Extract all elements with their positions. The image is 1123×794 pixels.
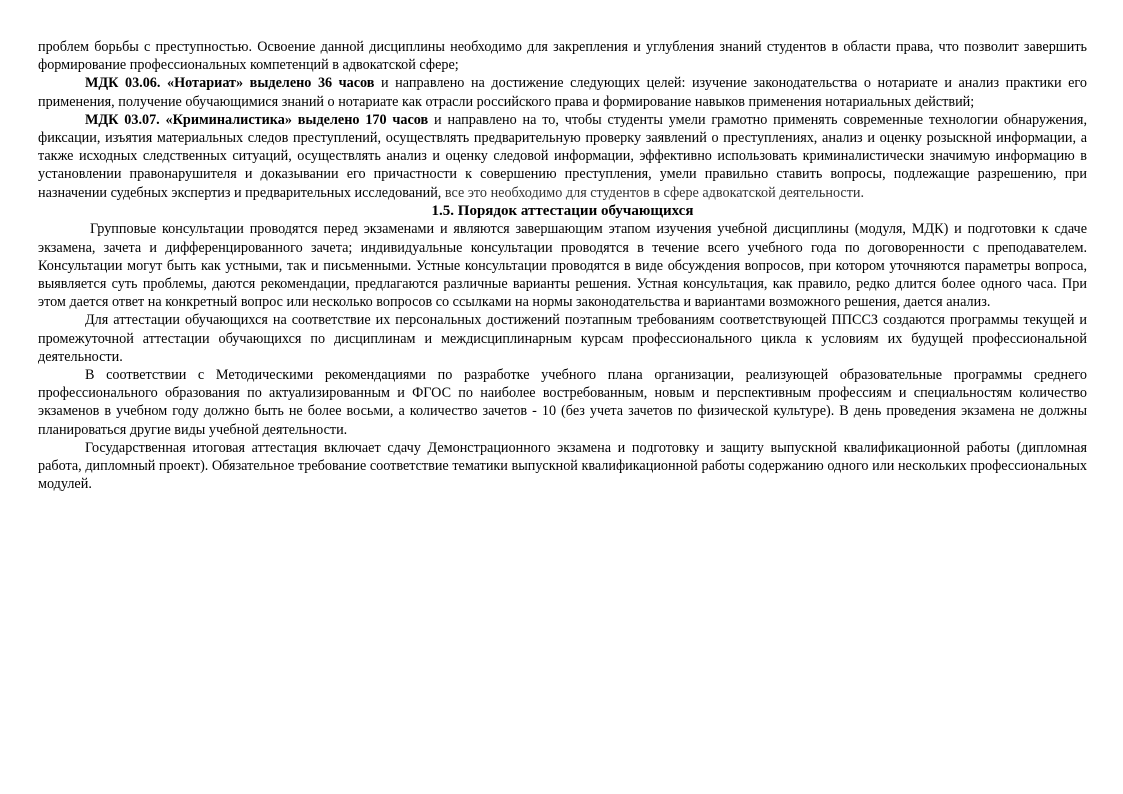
paragraph-notariat [38, 74, 1087, 110]
paragraph-consultations: Групповые консультации проводятся перед экзаменами и являются завершающим этапом изучения учебной дисциплины (модуля, МДК) и подготовки к сдаче экзамена, зачета и дифференцированного зачета; индивидуальные консультации проводятся в течение всего учебного года по договоренности с преподавателем. Консультации могут быть как устными, так и письменными. Устные консультации проводятся в виде обсуждения вопросов, при котором уточняются параметры вопроса, выявляется суть проблемы, даются рекомендации, предлагаются различные варианты решения. Устная консультация, как правило, редко длится более одного часа. При этом дается ответ на конкретный вопрос или несколько вопросов со ссылками на нормы законодательства и вариантами возможного решения, дается анализ. [38, 221, 1087, 311]
section-heading: 1.5. Порядок аттестации обучающихся [431, 202, 694, 219]
mdk-notariat-text: и направлено на достижение следующих целей: изучение законодательства о нотариате и анализ практики его применения, получение обучающимися знаний о нотариате как отрасли российского права и формирование навыков применения нотариальных действий; [38, 75, 1087, 110]
mdk-kriminalistika-title: МДК 03.07. «Криминалистика» выделено 170 часов [85, 111, 429, 128]
paragraph-kriminalistika [38, 111, 1087, 202]
document-page [38, 38, 1087, 493]
mdk-kriminalistika-tail: все это необходимо для студентов в сфере адвокатской деятельности. [441, 184, 865, 201]
paragraph-attestation-programs: Для аттестации обучающихся на соответствие их персональных достижений поэтапным требованиям соответствующей ППССЗ создаются программы текущей и промежуточной аттестации обучающихся по дисциплинам и междисциплинарным курсам профессионального цикла к условиям их будущей профессиональной деятельности. [38, 312, 1087, 365]
paragraph-intro: проблем борьбы с преступностью. Освоение данной дисциплины необходимо для закрепления и углубления знаний студентов в области права, что позволит завершить формирование профессиональных компетенций в адвокатской сфере; [38, 39, 1087, 74]
paragraph-methodical-recommendations: В соответствии с Методическими рекомендациями по разработке учебного плана организации, реализующей образовательные программы среднего профессионального образования по актуализированным и ФГОС по наиболее востребованным, новым и перспективным профессиям и специальностям количество экзаменов в учебном году должно быть не более восьми, а количество зачетов - 10 (без учета зачетов по физической культуре). В день проведения экзамена не должны планироваться другие виды учебной деятельности. [38, 366, 1087, 438]
paragraph-state-attestation: Государственная итоговая аттестация включает сдачу Демонстрационного экзамена и подготовку и защиту выпускной квалификационной работы (дипломная работа, дипломный проект). Обязательное требование соответствие тематики выпускной квалификационной работы содержанию одного или нескольких профессиональных модулей. [38, 439, 1087, 493]
mdk-notariat-title: МДК 03.06. «Нотариат» выделено 36 часов [85, 75, 375, 92]
mdk-kriminalistika-text: и направлено на то, чтобы студенты умели грамотно применять современные технологии обнаружения, фиксации, изъятия материальных следов преступлений, осуществлять предварительную проверку заявлений о преступлениях, анализ и оценку розыскной информации, а также исходных следственных ситуаций, осуществлять анализ и оценку следовой информации, эффективно использовать криминалистически значимую информацию в установлении правонарушителя и доказывании его причастности к совершению преступления, умели правильно ставить вопросы, подлежащие разрешению, при назначении судебных экспертиз и предварительных исследований, [38, 111, 1087, 201]
